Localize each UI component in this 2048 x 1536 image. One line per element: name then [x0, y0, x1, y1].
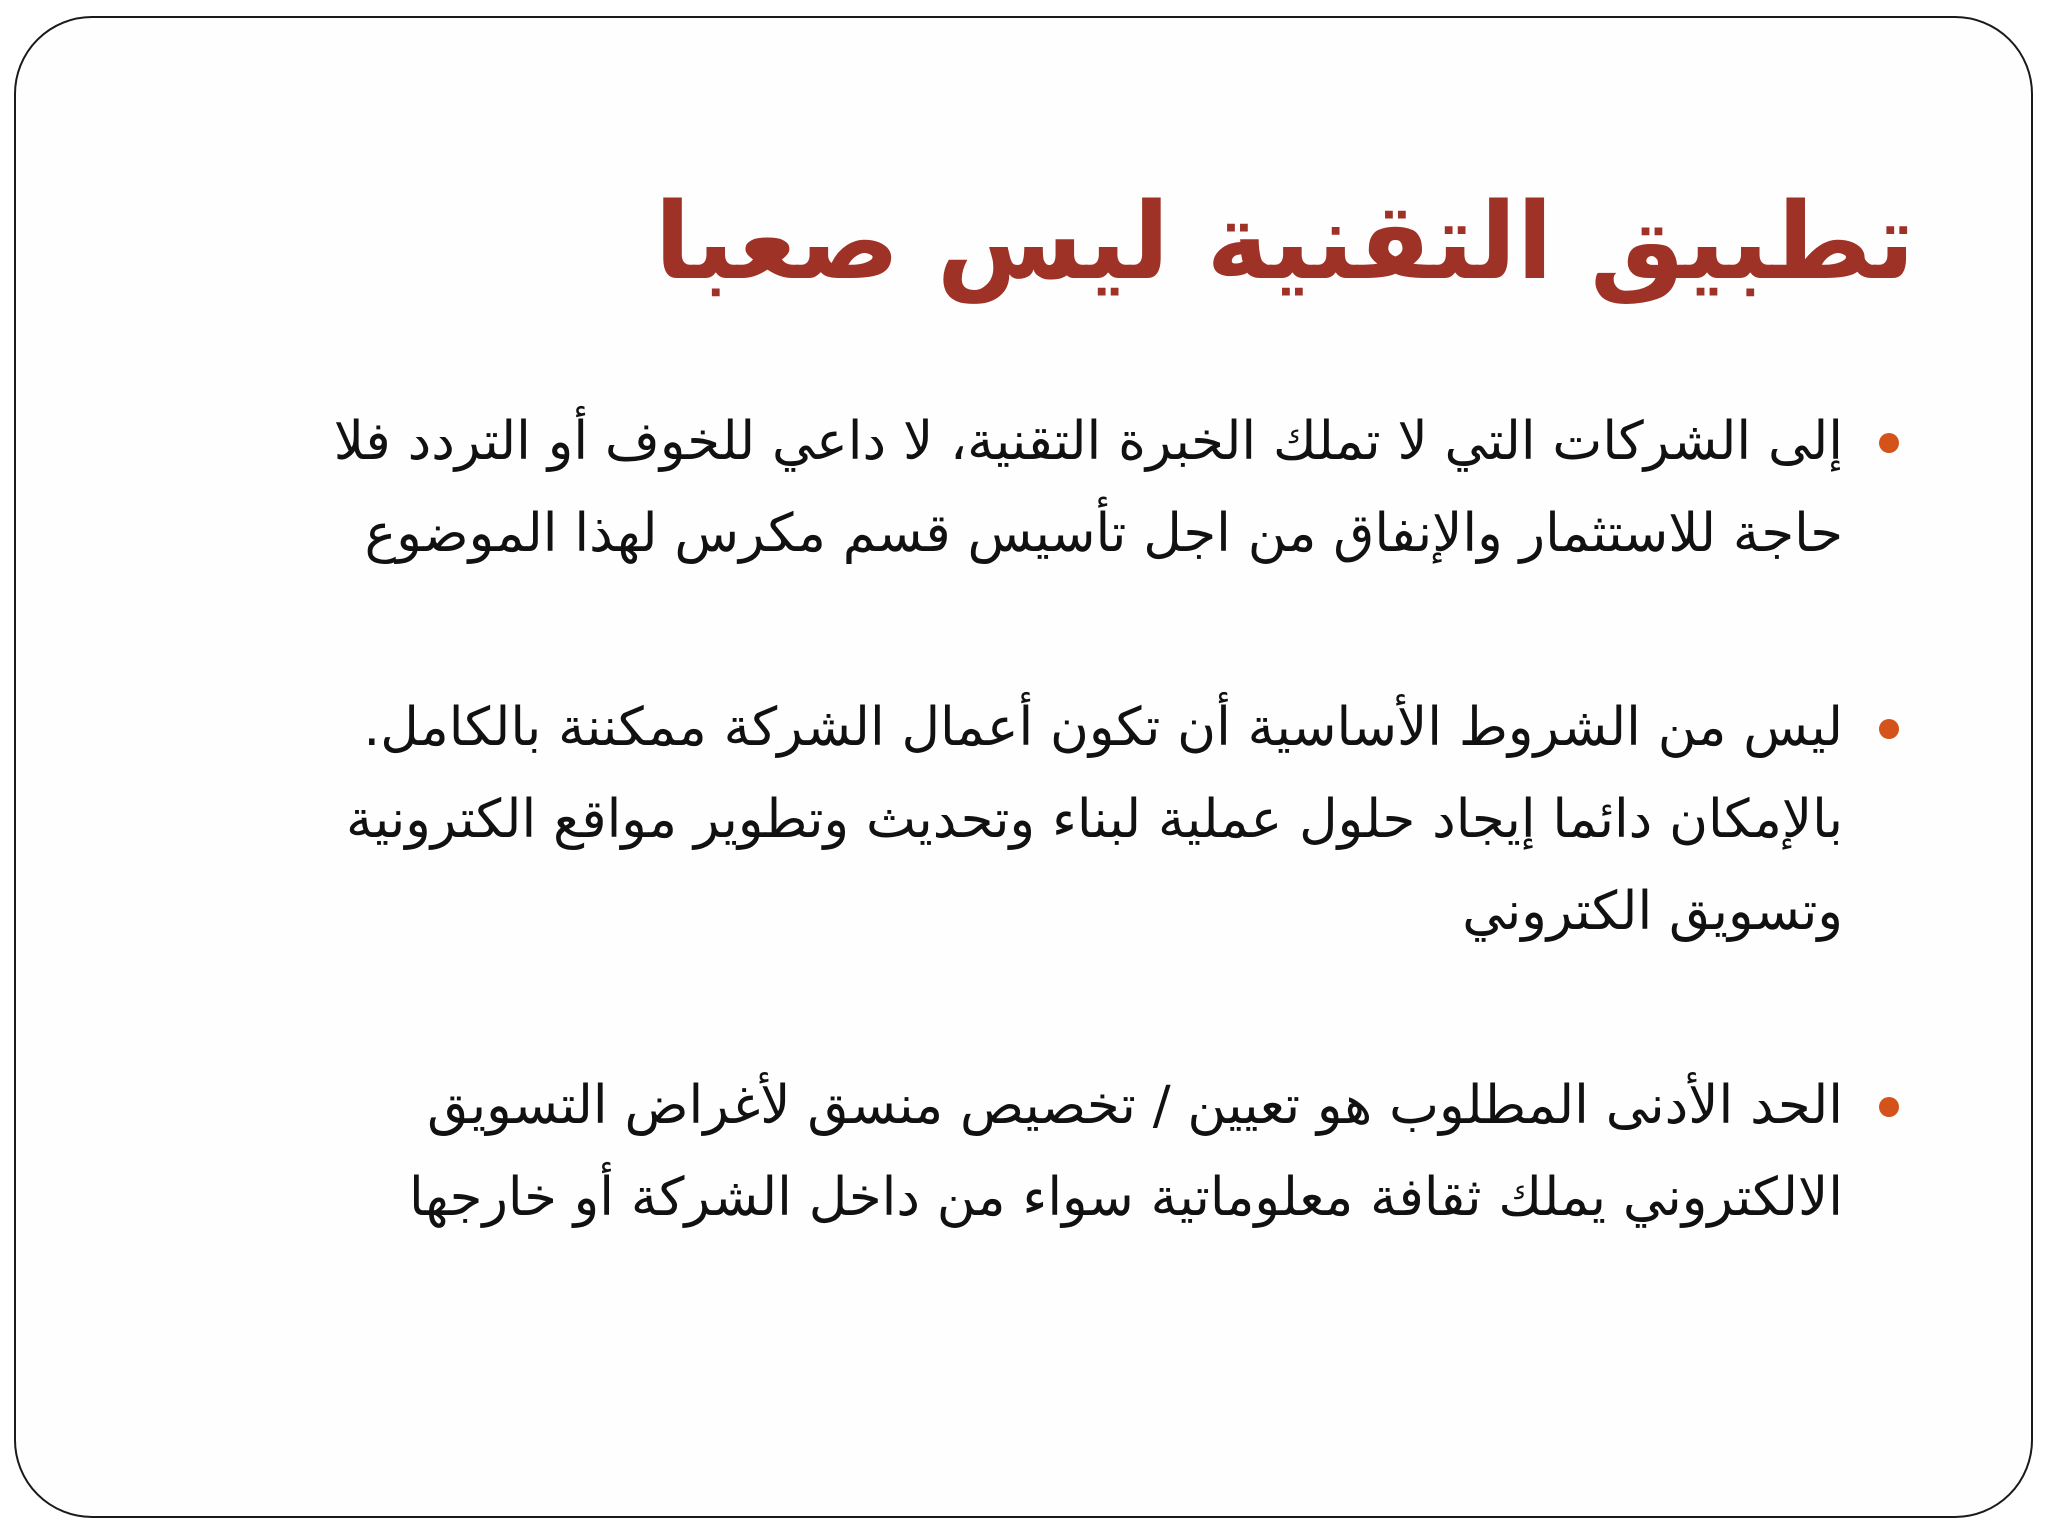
- bullet-line: إلى الشركات التي لا تملك الخبرة التقنية، لا داعي للخوف أو التردد فلا: [333, 411, 1843, 472]
- bullet-dot-icon: [1879, 433, 1899, 453]
- bullet-item: [249, 1060, 1899, 1244]
- bullet-line: ليس من الشروط الأساسية أن تكون أعمال الشركة ممكننة بالكامل.: [363, 697, 1843, 758]
- bullet-list: [249, 396, 1899, 1244]
- bullet-item: [249, 396, 1899, 580]
- bullet-dot-icon: [1879, 719, 1899, 739]
- bullet-line: الحد الأدنى المطلوب هو تعيين / تخصيص منسق لأغراض التسويق: [427, 1075, 1843, 1136]
- slide: [14, 16, 2033, 1518]
- bullet-line: وتسويق الكتروني: [1462, 881, 1843, 942]
- slide-title: تطبيق التقنية ليس صعبا: [654, 180, 1915, 303]
- bullet-dot-icon: [1879, 1097, 1899, 1117]
- bullet-line: الالكتروني يملك ثقافة معلوماتية سواء من داخل الشركة أو خارجها: [408, 1167, 1843, 1228]
- bullet-line: بالإمكان دائما إيجاد حلول عملية لبناء وتحديث وتطوير مواقع الكترونية: [346, 789, 1843, 850]
- bullet-line: حاجة للاستثمار والإنفاق من اجل تأسيس قسم مكرس لهذا الموضوع: [364, 503, 1843, 564]
- bullet-item: [249, 682, 1899, 958]
